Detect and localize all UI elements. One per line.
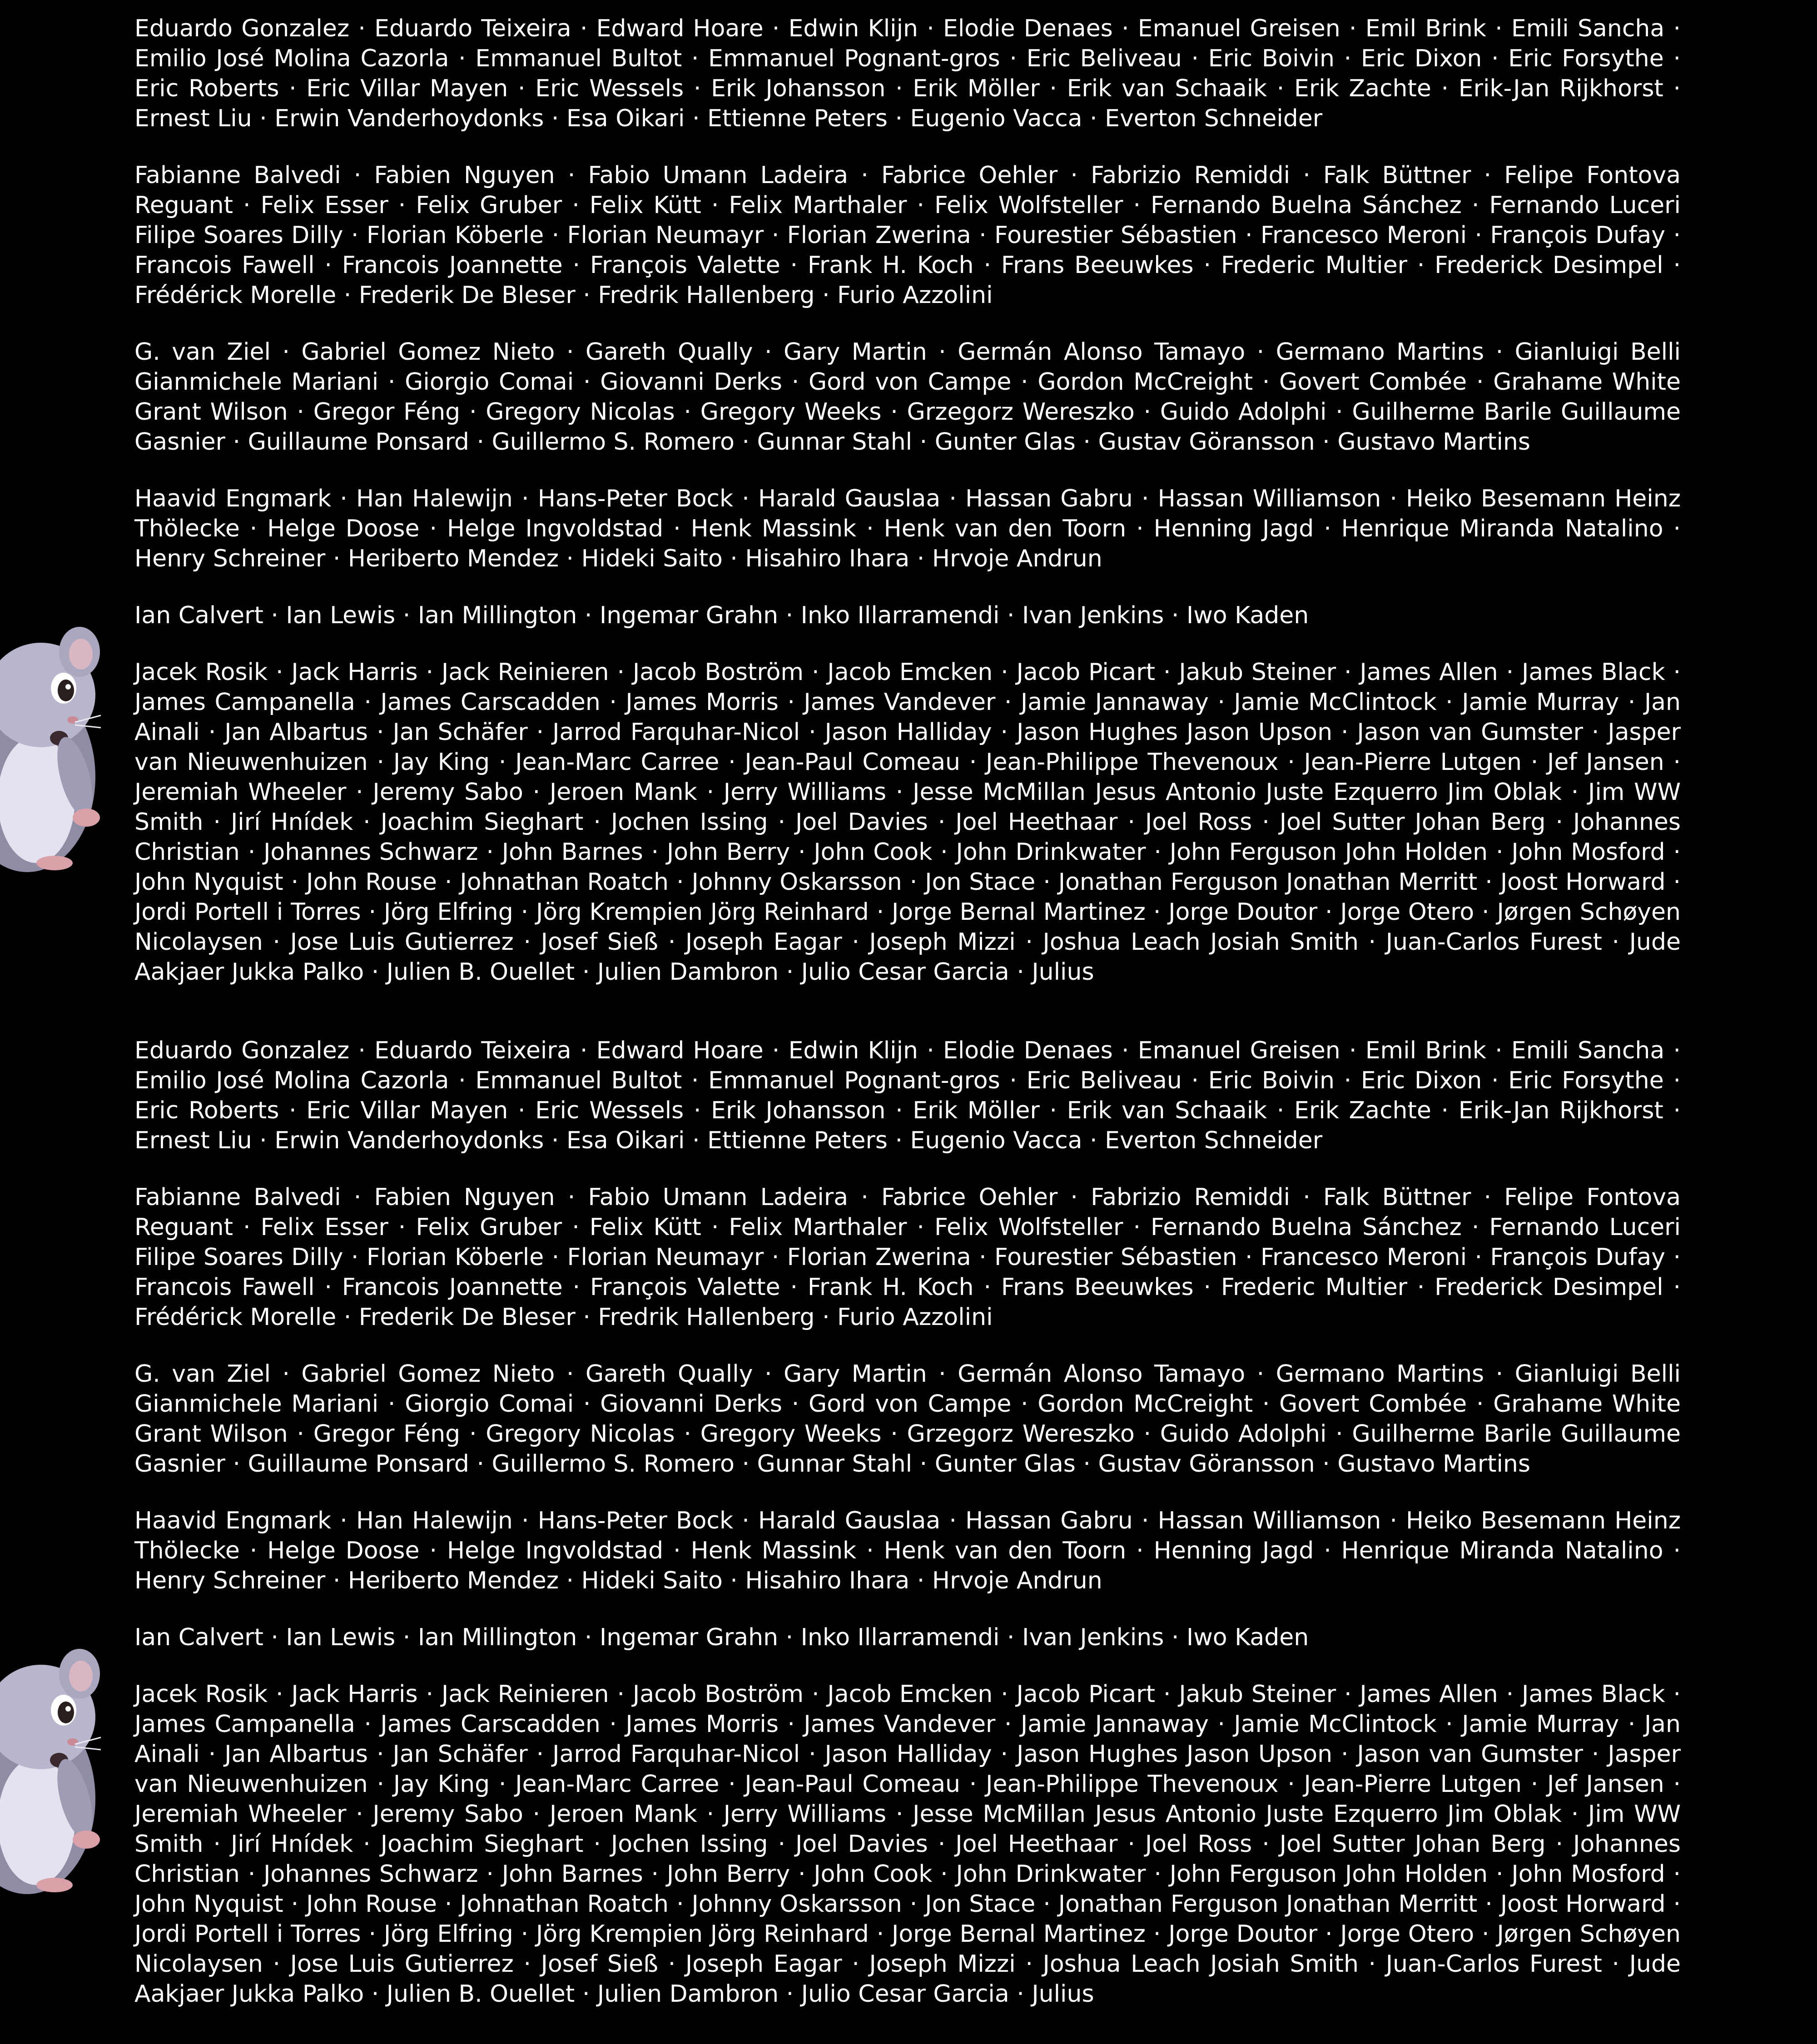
chinchilla-mascot-icon: [0, 1649, 104, 1903]
credits-paragraph-e: Eduardo Gonzalez · Eduardo Teixeira · Edward Hoare · Edwin Klijn · Elodie Denaes · Emanuel Greisen · Emil Brink · Emili Sancha · Emilio José Molina Cazorla · Emmanuel Bultot · Emmanuel Pognant-gros · Eric Beliveau · Eric Boivin · Eric Dixon · Eric Forsythe · Eric Roberts · Eric Villar Mayen · Eric Wessels · Erik Johansson · Erik Möller · Erik van Schaaik · Erik Zachte · Erik-Jan Rijkhorst · Ernest Liu · Erwin Vanderhoydonks · Esa Oikari · Ettienne Peters · Eugenio Vacca · Everton Schneider: [134, 1037, 1681, 1154]
credits-list: [134, 14, 1681, 1014]
credits-paragraph-j: Jacek Rosik · Jack Harris · Jack Reinieren · Jacob Boström · Jacob Emcken · Jacob Picart · Jakub Steiner · James Allen · James Black · James Campanella · James Carscadden · James Morris · James Vandever · Jamie Jannaway · Jamie McClintock · Jamie Murray · Jan Ainali · Jan Albartus · Jan Schäfer · Jarrod Farquhar-Nicol · Jason Halliday · Jason Hughes Jason Upson · Jason van Gumster · Jasper van Nieuwenhuizen · Jay King · Jean-Marc Carree · Jean-Paul Comeau · Jean-Philippe Thevenoux · Jean-Pierre Lutgen · Jef Jansen · Jeremiah Wheeler · Jeremy Sabo · Jeroen Mank · Jerry Williams · Jesse McMillan Jesus Antonio Juste Ezquerro Jim Oblak · Jim WW Smith · Jirí Hnídek · Joachim Sieghart · Jochen Issing · Joel Davies · Joel Heethaar · Joel Ross · Joel Sutter Johan Berg · Johannes Christian · Johannes Schwarz · John Barnes · John Berry · John Cook · John Drinkwater · John Ferguson John Holden · John Mosford · John Nyquist · John Rouse · Johnathan Roatch · Johnny Oskarsson · Jon Stace · Jonathan Ferguson Jonathan Merritt · Joost Horward · Jordi Portell i Torres · Jörg Elfring · Jörg Krempien Jörg Reinhard · Jorge Bernal Martinez · Jorge Doutor · Jorge Otero · Jørgen Schøyen Nicolaysen · Jose Luis Gutierrez · Josef Sieß · Joseph Eagar · Joseph Mizzi · Joshua Leach Josiah Smith · Juan-Carlos Furest · Jude Aakjaer Jukka Palko · Julien B. Ouellet · Julien Dambron · Julio Cesar Garcia · Julius: [134, 659, 1681, 986]
credits-paragraph-j: Jacek Rosik · Jack Harris · Jack Reinieren · Jacob Boström · Jacob Emcken · Jacob Picart · Jakub Steiner · James Allen · James Black · James Campanella · James Carscadden · James Morris · James Vandever · Jamie Jannaway · Jamie McClintock · Jamie Murray · Jan Ainali · Jan Albartus · Jan Schäfer · Jarrod Farquhar-Nicol · Jason Halliday · Jason Hughes Jason Upson · Jason van Gumster · Jasper van Nieuwenhuizen · Jay King · Jean-Marc Carree · Jean-Paul Comeau · Jean-Philippe Thevenoux · Jean-Pierre Lutgen · Jef Jansen · Jeremiah Wheeler · Jeremy Sabo · Jeroen Mank · Jerry Williams · Jesse McMillan Jesus Antonio Juste Ezquerro Jim Oblak · Jim WW Smith · Jirí Hnídek · Joachim Sieghart · Jochen Issing · Joel Davies · Joel Heethaar · Joel Ross · Joel Sutter Johan Berg · Johannes Christian · Johannes Schwarz · John Barnes · John Berry · John Cook · John Drinkwater · John Ferguson John Holden · John Mosford · John Nyquist · John Rouse · Johnathan Roatch · Johnny Oskarsson · Jon Stace · Jonathan Ferguson Jonathan Merritt · Joost Horward · Jordi Portell i Torres · Jörg Elfring · Jörg Krempien Jörg Reinhard · Jorge Bernal Martinez · Jorge Doutor · Jorge Otero · Jørgen Schøyen Nicolaysen · Jose Luis Gutierrez · Josef Sieß · Joseph Eagar · Joseph Mizzi · Joshua Leach Josiah Smith · Juan-Carlos Furest · Jude Aakjaer Jukka Palko · Julien B. Ouellet · Julien Dambron · Julio Cesar Garcia · Julius: [134, 1681, 1681, 2008]
chinchilla-mascot-icon: [0, 627, 104, 881]
credits-paragraph-e: Eduardo Gonzalez · Eduardo Teixeira · Edward Hoare · Edwin Klijn · Elodie Denaes · Emanuel Greisen · Emil Brink · Emili Sancha · Emilio José Molina Cazorla · Emmanuel Bultot · Emmanuel Pognant-gros · Eric Beliveau · Eric Boivin · Eric Dixon · Eric Forsythe · Eric Roberts · Eric Villar Mayen · Eric Wessels · Erik Johansson · Erik Möller · Erik van Schaaik · Erik Zachte · Erik-Jan Rijkhorst · Ernest Liu · Erwin Vanderhoydonks · Esa Oikari · Ettienne Peters · Eugenio Vacca · Everton Schneider: [134, 15, 1681, 132]
credits-paragraph-h: Haavid Engmark · Han Halewijn · Hans-Peter Bock · Harald Gauslaa · Hassan Gabru · Hassan Williamson · Heiko Besemann Heinz Thölecke · Helge Doose · Helge Ingvoldstad · Henk Massink · Henk van den Toorn · Henning Jagd · Henrique Miranda Natalino · Henry Schreiner · Heriberto Mendez · Hideki Saito · Hisahiro Ihara · Hrvoje Andrun: [134, 485, 1681, 572]
credits-panel-bottom: [0, 1022, 1817, 2044]
credits-paragraph-f: Fabianne Balvedi · Fabien Nguyen · Fabio Umann Ladeira · Fabrice Oehler · Fabrizio Remiddi · Falk Büttner · Felipe Fontova Reguant · Felix Esser · Felix Gruber · Felix Kütt · Felix Marthaler · Felix Wolfsteller · Fernando Buelna Sánchez · Fernando Luceri Filipe Soares Dilly · Florian Köberle · Florian Neumayr · Florian Zwerina · Fourestier Sébastien · Francesco Meroni · François Dufay · Francois Fawell · Francois Joannette · François Valette · Frank H. Koch · Frans Beeuwkes · Frederic Multier · Frederick Desimpel · Frédérick Morelle · Frederik De Bleser · Fredrik Hallenberg · Furio Azzolini: [134, 162, 1681, 309]
credits-paragraph-h: Haavid Engmark · Han Halewijn · Hans-Peter Bock · Harald Gauslaa · Hassan Gabru · Hassan Williamson · Heiko Besemann Heinz Thölecke · Helge Doose · Helge Ingvoldstad · Henk Massink · Henk van den Toorn · Henning Jagd · Henrique Miranda Natalino · Henry Schreiner · Heriberto Mendez · Hideki Saito · Hisahiro Ihara · Hrvoje Andrun: [134, 1507, 1681, 1594]
credits-paragraph-i: Ian Calvert · Ian Lewis · Ian Millington · Ingemar Grahn · Inko Illarramendi · Ivan Jenkins · Iwo Kaden: [134, 602, 1309, 629]
credits-paragraph-g: G. van Ziel · Gabriel Gomez Nieto · Gareth Qually · Gary Martin · Germán Alonso Tamayo · Germano Martins · Gianluigi Belli Gianmichele Mariani · Giorgio Comai · Giovanni Derks · Gord von Campe · Gordon McCreight · Govert Combée · Grahame White Grant Wilson · Gregor Féng · Gregory Nicolas · Gregory Weeks · Grzegorz Wereszko · Guido Adolphi · Guilherme Barile Guillaume Gasnier · Guillaume Ponsard · Guillermo S. Romero · Gunnar Stahl · Gunter Glas · Gustav Göransson · Gustavo Martins: [134, 1360, 1681, 1478]
credits-paragraph-f: Fabianne Balvedi · Fabien Nguyen · Fabio Umann Ladeira · Fabrice Oehler · Fabrizio Remiddi · Falk Büttner · Felipe Fontova Reguant · Felix Esser · Felix Gruber · Felix Kütt · Felix Marthaler · Felix Wolfsteller · Fernando Buelna Sánchez · Fernando Luceri Filipe Soares Dilly · Florian Köberle · Florian Neumayr · Florian Zwerina · Fourestier Sébastien · Francesco Meroni · François Dufay · Francois Fawell · Francois Joannette · François Valette · Frank H. Koch · Frans Beeuwkes · Frederic Multier · Frederick Desimpel · Frédérick Morelle · Frederik De Bleser · Fredrik Hallenberg · Furio Azzolini: [134, 1184, 1681, 1331]
credits-paragraph-g: G. van Ziel · Gabriel Gomez Nieto · Gareth Qually · Gary Martin · Germán Alonso Tamayo · Germano Martins · Gianluigi Belli Gianmichele Mariani · Giorgio Comai · Giovanni Derks · Gord von Campe · Gordon McCreight · Govert Combée · Grahame White Grant Wilson · Gregor Féng · Gregory Nicolas · Gregory Weeks · Grzegorz Wereszko · Guido Adolphi · Guilherme Barile Guillaume Gasnier · Guillaume Ponsard · Guillermo S. Romero · Gunnar Stahl · Gunter Glas · Gustav Göransson · Gustavo Martins: [134, 338, 1681, 456]
credits-list: [134, 1036, 1681, 2036]
credits-paragraph-i: Ian Calvert · Ian Lewis · Ian Millington · Ingemar Grahn · Inko Illarramendi · Ivan Jenkins · Iwo Kaden: [134, 1624, 1309, 1651]
